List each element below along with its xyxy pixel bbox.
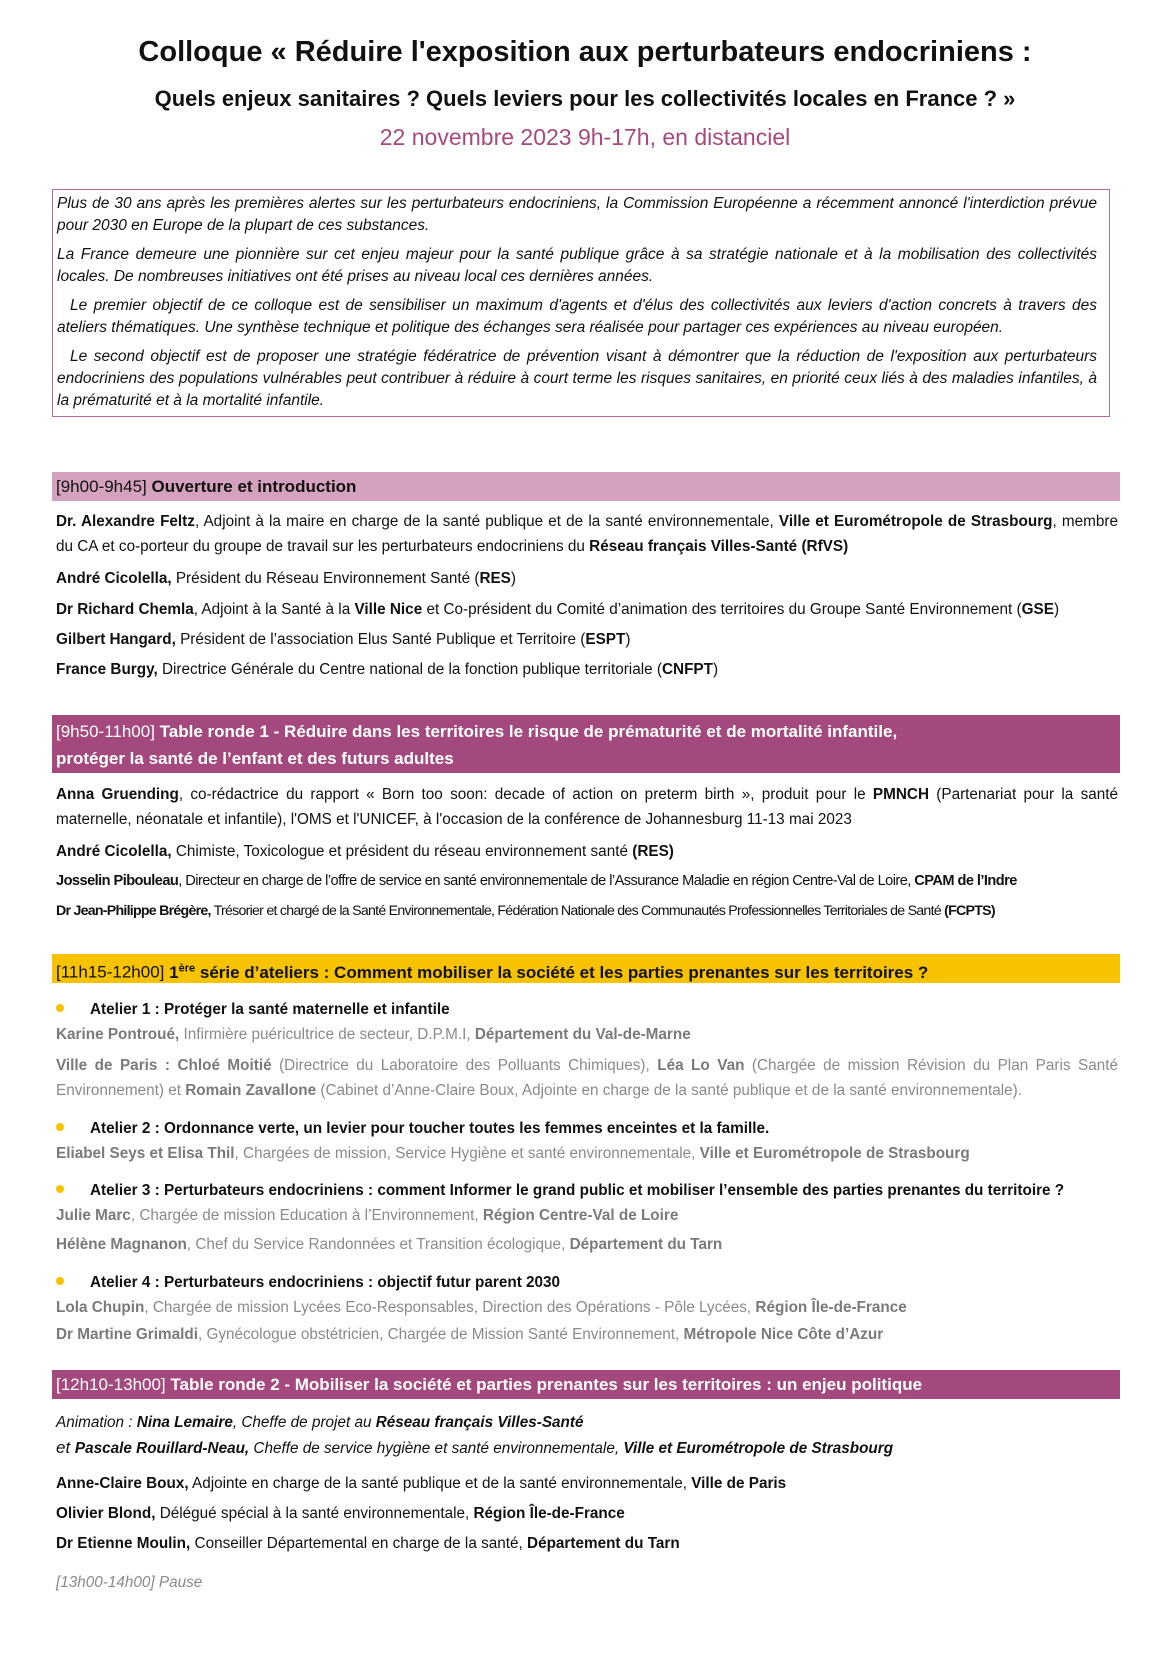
speaker-name: André Cicolella,	[56, 570, 172, 587]
speaker-name: Chloé Moitié	[177, 1057, 272, 1074]
speaker-name: Dr. Alexandre Feltz	[56, 513, 195, 530]
page-subtitle: Quels enjeux sanitaires ? Quels leviers pour les collectivités locales en France ? »	[154, 86, 1016, 111]
section-title-line2: protéger la santé de l’enfant et des futurs adultes	[56, 749, 454, 768]
speaker-row: Julie Marc, Chargée de mission Education à l’Environnement, Région Centre-Val de Loire	[56, 1207, 679, 1224]
speaker-name: Dr Richard Chemla	[56, 601, 194, 618]
speaker-row: André Cicolella, Chimiste, Toxicologue et président du réseau environnement santé (RES)	[56, 843, 674, 860]
section-time: [12h10-13h00]	[56, 1375, 166, 1394]
speaker-name: Léa Lo Van	[657, 1057, 745, 1074]
speaker-row: Dr Etienne Moulin, Conseiller Départemental en charge de la santé, Département du Tarn	[56, 1535, 680, 1552]
speaker-name: Pascale Rouillard-Neau,	[74, 1440, 250, 1457]
bullet-icon	[56, 1277, 64, 1285]
speaker-row: Josselin Pibouleau, Directeur en charge de l’offre de service en santé environnementale de l’Assurance Maladie en région Centre-Val de Loire, CPAM de l’Indre	[56, 873, 1017, 889]
section-time: [9h50-11h00]	[56, 722, 155, 741]
speaker-name: Dr Martine Grimaldi	[56, 1326, 198, 1343]
bullet-icon	[56, 1004, 64, 1012]
intro-paragraph: La France demeure une pionnière sur cet enjeu majeur pour la santé publique grâce à sa stratégie nationale et à la mobilisation des collectivités locales. De nombreuses initiatives ont été prises au niveau local ces dernières années.	[57, 246, 1097, 285]
speaker-row: Gilbert Hangard, Président de l’association Elus Santé Publique et Territoire (ESPT)	[56, 631, 631, 648]
speaker-name: André Cicolella,	[56, 843, 172, 860]
speaker-name: France Burgy,	[56, 661, 158, 678]
intro-paragraph: Plus de 30 ans après les premières alertes sur les perturbateurs endocriniens, la Commission Européenne a récemment annoncé l'interdiction prévue pour 2030 en Europe de la plupart de ces substances.	[57, 195, 1097, 234]
moderator-row: et Pascale Rouillard-Neau, Cheffe de service hygiène et santé environnementale, Ville et Eurométropole de Strasbourg	[56, 1438, 894, 1457]
workshop-title: Atelier 3 : Perturbateurs endocriniens : comment Informer le grand public et mobiliser l’ensemble des parties prenantes du territoire ?	[56, 1180, 1064, 1202]
pause-line: [13h00-14h00] Pause	[56, 1574, 203, 1591]
speaker-name: Eliabel Seys et Elisa Thil	[56, 1145, 235, 1162]
workshop-title: Atelier 1 : Protéger la santé maternelle et infantile	[56, 999, 450, 1021]
speaker-row: Lola Chupin, Chargée de mission Lycées Eco-Responsables, Direction des Opérations - Pôle Lycées, Région Île-de-France	[56, 1299, 907, 1316]
speaker-row: Dr Jean-Philippe Brégère, Trésorier et chargé de la Santé Environnementale, Fédération Nationale des Communautés Professionnelles Territoriales de Santé (FCPTS)	[56, 903, 995, 919]
speaker-name: Dr Jean-Philippe Brégère,	[56, 903, 211, 919]
section-title: Table ronde 2 - Mobiliser la société et parties prenantes sur les territoires : un enjeu politique	[170, 1375, 923, 1394]
moderator-row: Animation : Nina Lemaire, Cheffe de projet au Réseau français Villes-Santé	[56, 1414, 584, 1431]
speaker-name: Nina Lemaire	[136, 1414, 233, 1431]
speaker-row: Anna Gruending, co-rédactrice du rapport « Born too soon: decade of action on preterm birth », produit pour le PMNCH (Partenariat pour la santé maternelle, néonatale et infantile), l'OMS et l'UNICEF, à l'occasion de la conférence de Johannesburg 11-13 mai 2023	[56, 786, 1118, 828]
speaker-name: Josselin Pibouleau	[56, 873, 179, 889]
speaker-row: Eliabel Seys et Elisa Thil, Chargées de mission, Service Hygiène et santé environnementale, Ville et Eurométropole de Strasbourg	[56, 1145, 970, 1162]
speaker-row: Olivier Blond, Délégué spécial à la santé environnementale, Région Île-de-France	[56, 1505, 625, 1522]
speaker-name: Olivier Blond,	[56, 1505, 156, 1522]
section-header-roundtable-2	[52, 1370, 1120, 1399]
section-header-opening	[52, 472, 1120, 501]
speaker-row: Dr Martine Grimaldi, Gynécologue obstétricien, Chargée de Mission Santé Environnement, Métropole Nice Côte d’Azur	[56, 1326, 884, 1343]
speaker-row: Anne-Claire Boux, Adjointe en charge de la santé publique et de la santé environnementale, Ville de Paris	[56, 1475, 787, 1492]
section-header-roundtable-1	[52, 715, 1120, 773]
bullet-icon	[56, 1123, 64, 1131]
speaker-row: France Burgy, Directrice Générale du Centre national de la fonction publique territoriale (CNFPT)	[56, 661, 719, 678]
speaker-name: Anne-Claire Boux,	[56, 1475, 189, 1492]
section-header-workshops	[52, 954, 1120, 983]
workshop-title: Atelier 2 : Ordonnance verte, un levier pour toucher toutes les femmes enceintes et la famille.	[56, 1118, 769, 1140]
speaker-row: Dr. Alexandre Feltz, Adjoint à la maire en charge de la santé publique et de la santé environnementale, Ville et Eurométropole de Strasbourg, membre du CA et co-porteur du groupe de travail sur les perturbateurs endocriniens du Réseau français Villes-Santé (RfVS)	[56, 513, 1118, 555]
speaker-name: Lola Chupin	[56, 1299, 145, 1316]
speaker-name: Romain Zavallone	[185, 1082, 317, 1099]
intro-paragraph: Le second objectif est de proposer une stratégie fédératrice de prévention visant à démontrer que la réduction de l'exposition aux perturbateurs endocriniens des populations vulnérables peut contribuer à réduire à court terme les risques sanitaires, en priorité ceux liés à des maladies infantiles, à la prématurité et à la mortalité infantile.	[57, 348, 1097, 409]
section-title: 1ère série d’ateliers : Comment mobiliser la société et les parties prenantes sur les territoires ?	[169, 962, 929, 982]
speaker-row: Hélène Magnanon, Chef du Service Randonnées et Transition écologique, Département du Tarn	[56, 1236, 723, 1253]
speaker-name: Gilbert Hangard,	[56, 631, 176, 648]
speaker-name: Anna Gruending	[56, 786, 179, 803]
section-title: Table ronde 1 - Réduire dans les territoires le risque de prématurité et de mortalité infantile,	[159, 722, 898, 741]
intro-box	[52, 189, 1110, 417]
workshop-title: Atelier 4 : Perturbateurs endocriniens : objectif futur parent 2030	[56, 1272, 560, 1294]
speaker-name: Karine Pontroué,	[56, 1026, 180, 1043]
speaker-row: Karine Pontroué, Infirmière puéricultrice de secteur, D.P.M.I, Département du Val-de-Marne	[56, 1026, 691, 1043]
speaker-name: Dr Etienne Moulin,	[56, 1535, 191, 1552]
speaker-row: Dr Richard Chemla, Adjoint à la Santé à la Ville Nice et Co-président du Comité d’animation des territoires du Groupe Santé Environnement (GSE)	[56, 601, 1060, 618]
bullet-icon	[56, 1185, 64, 1193]
section-time: [11h15-12h00]	[56, 962, 165, 982]
section-time: [9h00-9h45]	[56, 477, 147, 496]
speaker-row: Ville de Paris : Chloé Moitié (Directrice du Laboratoire des Polluants Chimiques), Léa Lo Van (Chargée de mission Révision du Plan Paris Santé Environnement) et Romain Zavallone (Cabinet d’Anne-Claire Boux, Adjointe en charge de la santé publique et de la santé environnementale).	[56, 1057, 1118, 1099]
speaker-row: André Cicolella, Président du Réseau Environnement Santé (RES)	[56, 570, 516, 587]
intro-paragraph: Le premier objectif de ce colloque est de sensibiliser un maximum d'agents et d'élus des collectivités aux leviers d'action concrets à travers des ateliers thématiques. Une synthèse technique et politique des échanges sera réalisée pour partager ces expériences au niveau européen.	[57, 297, 1097, 336]
section-title: Ouverture et introduction	[151, 477, 357, 496]
page-title: Colloque « Réduire l'exposition aux perturbateurs endocriniens :	[138, 36, 1032, 68]
speaker-name: Hélène Magnanon	[56, 1236, 187, 1253]
event-date: 22 novembre 2023 9h-17h, en distanciel	[379, 124, 791, 150]
speaker-name: Julie Marc	[56, 1207, 131, 1224]
